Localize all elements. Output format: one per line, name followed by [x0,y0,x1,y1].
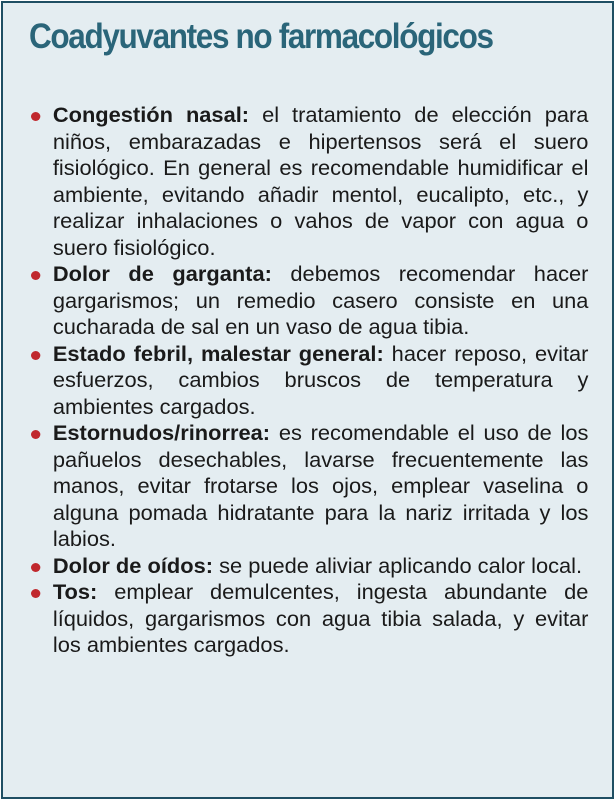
list-item-fever [31,342,588,422]
list-item-congestion [31,103,588,262]
item-term: Dolor de garganta: [52,263,272,286]
bullet-icon [31,589,40,598]
item-term: Tos: [52,581,98,604]
bullet-icon [31,112,40,121]
item-text: hacer reposo, evitar esfuerzos, cambios bruscos de temperatura y ambientes cargados. [52,342,589,419]
list-item-sneezing [31,421,588,554]
item-term: Congestión nasal: [52,104,250,127]
item-text: debemos recomendar hacer gargarismos; un remedio casero consiste en una cucharada de sal en un vaso de agua tibia. [52,263,589,339]
item-term: Estornudos/rinorrea: [52,422,271,445]
bullet-icon [31,430,40,439]
list-item-cough [31,580,588,660]
item-term: Estado febril, malestar general: [52,342,384,366]
box-title: Coadyuvantes no farmacológicos [29,17,493,56]
info-box [1,1,614,799]
list-item-throat [31,262,588,342]
item-text: se puede aliviar aplicando calor local. [213,554,583,578]
item-text: el tratamiento de elección para niños, embarazadas e hipertensos será el suero fisiológico. En general es recomendable humidificar el ambiente, evitando añadir mentol, eucalipto, etc., y realizar inhalaciones o vahos de vapor con agua o suero fisiológico. [52,104,589,260]
item-text: es recomendable el uso de los pañuelos desechables, lavarse frecuentemente las manos, evitar frotarse los ojos, emplear vaselina o alguna pomada hidratante para la nariz irritada y los labios. [52,422,589,551]
bullet-icon [31,271,40,280]
bullet-icon [31,563,40,572]
item-text: emplear demulcentes, ingesta abundante de líquidos, gargarismos con agua tibia salada, y evitar los ambientes cargados. [52,581,589,657]
item-term: Dolor de oídos: [52,554,214,578]
list-item-earache [31,554,588,581]
remedies-list [31,103,588,660]
bullet-icon [31,351,40,360]
